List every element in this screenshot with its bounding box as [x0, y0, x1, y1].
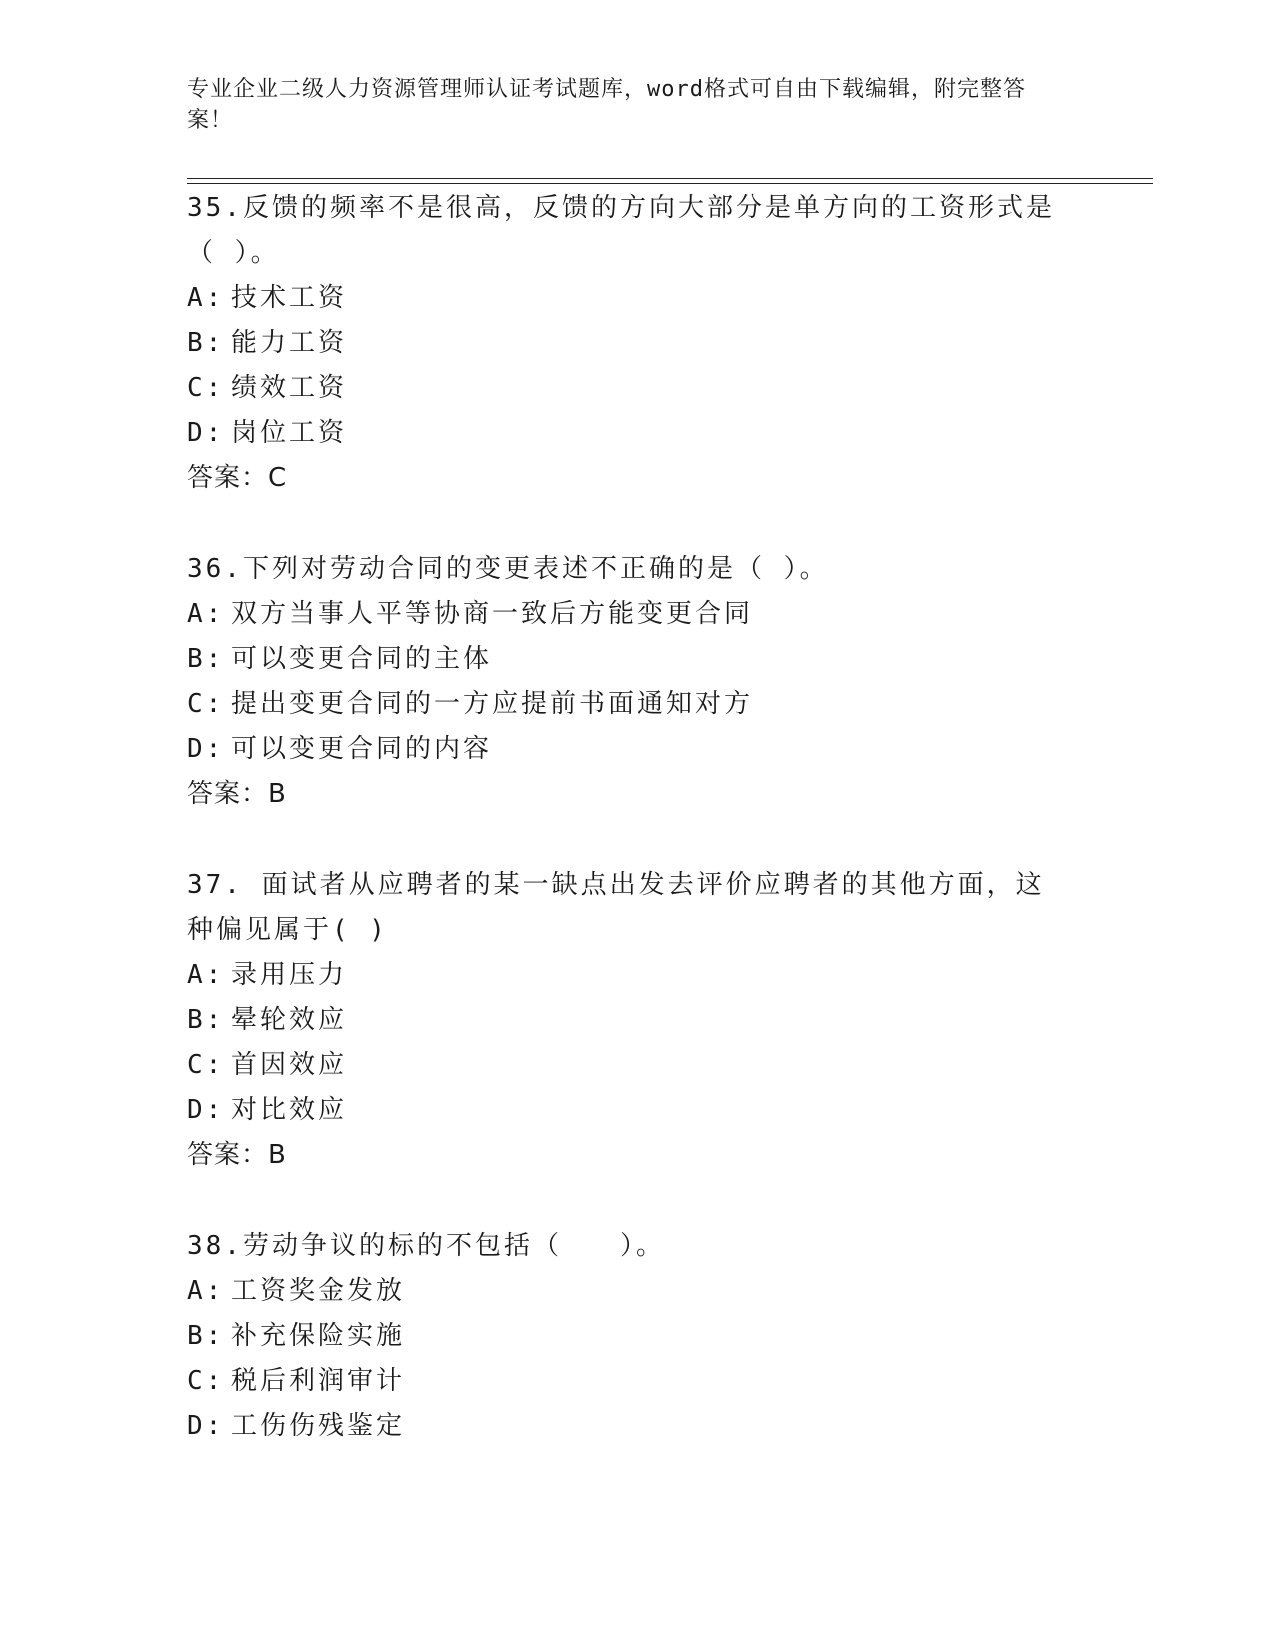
option-letter: C:	[187, 373, 225, 403]
option-d	[187, 1404, 1087, 1449]
option-letter: B:	[187, 328, 225, 358]
option-letter: A:	[187, 283, 225, 313]
option-c	[187, 366, 1087, 411]
option-letter: C:	[187, 1050, 225, 1080]
option-text: 提出变更合同的一方应提前书面通知对方	[231, 689, 754, 719]
option-letter: D:	[187, 418, 225, 448]
option-letter: B:	[187, 644, 225, 674]
header-divider-bottom	[187, 183, 1153, 184]
option-text: 税后利润审计	[231, 1366, 406, 1396]
option-a	[187, 953, 1087, 998]
option-letter: A:	[187, 960, 225, 990]
option-text: 能力工资	[231, 328, 348, 358]
option-letter: B:	[187, 1005, 225, 1035]
option-b	[187, 321, 1087, 366]
option-c	[187, 1359, 1087, 1404]
option-text: 可以变更合同的内容	[231, 734, 493, 764]
option-letter: C:	[187, 1366, 225, 1396]
option-text: 岗位工资	[231, 418, 348, 448]
question-stem: 36.下列对劳动合同的变更表述不正确的是（ ）。	[187, 554, 829, 584]
option-a	[187, 592, 1087, 637]
option-text: 绩效工资	[231, 373, 348, 403]
question-36	[187, 547, 1087, 817]
option-letter: A:	[187, 1276, 225, 1306]
option-c	[187, 1043, 1087, 1088]
option-letter: C:	[187, 689, 225, 719]
option-letter: D:	[187, 1095, 225, 1125]
option-text: 晕轮效应	[231, 1005, 348, 1035]
option-letter: D:	[187, 734, 225, 764]
answer-label: 答案：B	[187, 1140, 287, 1170]
option-b	[187, 998, 1087, 1043]
option-letter: B:	[187, 1321, 225, 1351]
question-stem: 35.反馈的频率不是很高，反馈的方向大部分是单方向的工资形式是（ ）。	[187, 193, 1055, 268]
option-d	[187, 1088, 1087, 1133]
answer-label: 答案：B	[187, 779, 287, 809]
option-text: 补充保险实施	[231, 1321, 406, 1351]
option-text: 对比效应	[231, 1095, 348, 1125]
option-a	[187, 1269, 1087, 1314]
question-37	[187, 863, 1087, 1178]
option-d	[187, 411, 1087, 456]
option-a	[187, 276, 1087, 321]
option-text: 录用压力	[231, 960, 348, 990]
option-text: 工伤伤残鉴定	[231, 1411, 406, 1441]
answer-label: 答案：C	[187, 463, 288, 493]
question-stem: 38.劳动争议的标的不包括（ ）。	[187, 1231, 665, 1261]
question-stem: 37. 面试者从应聘者的某一缺点出发去评价应聘者的其他方面，这种偏见属于( )	[187, 870, 1045, 945]
option-text: 可以变更合同的主体	[231, 644, 493, 674]
option-text: 技术工资	[231, 283, 348, 313]
question-38	[187, 1224, 1087, 1449]
option-b	[187, 1314, 1087, 1359]
option-c	[187, 682, 1087, 727]
option-letter: D:	[187, 1411, 225, 1441]
question-35	[187, 186, 1087, 501]
option-text: 工资奖金发放	[231, 1276, 406, 1306]
document-header: 专业企业二级人力资源管理师认证考试题库，word格式可自由下载编辑，附完整答案！	[187, 77, 1026, 133]
option-letter: A:	[187, 599, 225, 629]
option-d	[187, 727, 1087, 772]
option-b	[187, 637, 1087, 682]
header-divider-top	[187, 178, 1153, 179]
option-text: 首因效应	[231, 1050, 348, 1080]
option-text: 双方当事人平等协商一致后方能变更合同	[231, 599, 754, 629]
